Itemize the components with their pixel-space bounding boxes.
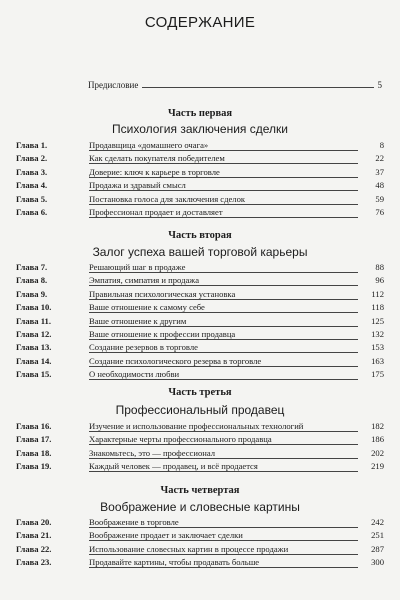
chapter-row: [16, 167, 384, 180]
chapter-page: 76: [375, 206, 384, 217]
chapter-row: [16, 517, 384, 530]
chapter-title: Использование словесных картин в процессе продажи: [89, 544, 358, 555]
part-4-chapters: [16, 517, 384, 571]
chapter-number: Глава 22.: [16, 543, 52, 554]
chapter-page: 8: [379, 140, 384, 150]
chapter-title: О необходимости любви: [89, 369, 358, 380]
chapter-page: 287: [371, 543, 384, 554]
chapter-title: Воображение продает и заключает сделки: [89, 530, 358, 541]
chapter-title: Ваше отношение к самому себе: [89, 302, 358, 313]
chapter-number: Глава 13.: [16, 342, 52, 353]
preface-page: 5: [377, 80, 382, 90]
chapter-number: Глава 9.: [16, 288, 48, 299]
chapter-page: 132: [371, 328, 384, 339]
chapter-number: Глава 2.: [16, 153, 48, 164]
chapter-row: [16, 140, 384, 153]
chapter-page: 186: [371, 434, 384, 445]
chapter-page: 125: [371, 315, 384, 326]
chapter-title: Профессионал продает и доставляет: [89, 207, 358, 218]
chapter-number: Глава 5.: [16, 193, 48, 204]
chapter-page: 112: [371, 288, 384, 299]
chapter-title: Создание психологического резерва в торговле: [89, 356, 358, 367]
part-1-name: Психология заключения сделки: [112, 122, 288, 136]
chapter-row: [16, 180, 384, 193]
chapter-row: [16, 544, 384, 557]
chapter-number: Глава 21.: [16, 530, 52, 541]
chapter-page: 153: [371, 342, 384, 353]
chapter-number: Глава 14.: [16, 355, 52, 366]
chapter-page: 118: [371, 302, 384, 313]
chapter-number: Глава 12.: [16, 328, 52, 339]
chapter-row: [16, 194, 384, 207]
part-4-label: Часть четвертая: [160, 485, 240, 496]
chapter-number: Глава 23.: [16, 557, 52, 568]
chapter-row: [16, 369, 384, 382]
chapter-row: [16, 448, 384, 461]
part-2-name: Залог успеха вашей торговой карьеры: [92, 245, 308, 259]
chapter-number: Глава 16.: [16, 421, 52, 431]
chapter-number: Глава 20.: [16, 517, 52, 527]
chapter-row: [16, 207, 384, 220]
chapter-title: Продажа и здравый смысл: [89, 180, 358, 191]
chapter-page: 163: [371, 355, 384, 366]
chapter-row: [16, 421, 384, 434]
chapter-number: Глава 6.: [16, 206, 48, 217]
chapter-title: Как сделать покупателя победителем: [89, 153, 358, 164]
preface-row: [88, 80, 382, 90]
part-1-chapters: [16, 140, 384, 220]
chapter-title: Решающий шаг в продаже: [89, 262, 358, 273]
chapter-number: Глава 8.: [16, 275, 48, 286]
chapter-page: 88: [375, 262, 384, 272]
chapter-page: 37: [375, 166, 384, 177]
part-2-chapters: [16, 262, 384, 383]
chapter-number: Глава 4.: [16, 180, 48, 191]
chapter-page: 219: [371, 461, 384, 472]
chapter-row: [16, 434, 384, 447]
chapter-page: 175: [371, 369, 384, 380]
chapter-page: 242: [371, 517, 384, 527]
chapter-page: 182: [371, 421, 384, 431]
chapter-title: Доверие: ключ к карьере в торговле: [89, 167, 358, 178]
chapter-title: Продавщица «домашнего очага»: [89, 140, 358, 151]
chapter-row: [16, 530, 384, 543]
chapter-row: [16, 262, 384, 275]
chapter-page: 300: [371, 557, 384, 568]
chapter-number: Глава 18.: [16, 447, 52, 458]
chapter-number: Глава 11.: [16, 315, 51, 326]
chapter-number: Глава 15.: [16, 369, 52, 380]
chapter-title: Характерные черты профессионального продавца: [89, 434, 358, 445]
chapter-number: Глава 1.: [16, 140, 48, 150]
chapter-number: Глава 19.: [16, 461, 52, 472]
chapter-row: [16, 302, 384, 315]
chapter-row: [16, 342, 384, 355]
part-1-label: Часть первая: [167, 108, 233, 119]
chapter-row: [16, 461, 384, 474]
chapter-title: Ваше отношение к другим: [89, 316, 358, 327]
chapter-page: 202: [371, 447, 384, 458]
chapter-number: Глава 7.: [16, 262, 48, 272]
chapter-row: [16, 316, 384, 329]
toc-title: СОДЕРЖАНИЕ: [144, 14, 256, 31]
chapter-title: Создание резервов в торговле: [89, 342, 358, 353]
chapter-row: [16, 153, 384, 166]
chapter-page: 48: [375, 180, 384, 191]
chapter-title: Знакомьтесь, это — профессионал: [89, 448, 358, 459]
part-3-chapters: [16, 421, 384, 475]
chapter-page: 22: [375, 153, 384, 164]
chapter-row: [16, 356, 384, 369]
chapter-title: Правильная психологическая установка: [89, 289, 358, 300]
chapter-title: Продавайте картины, чтобы продавать больше: [89, 557, 358, 568]
leader-line: [142, 80, 373, 88]
chapter-number: Глава 17.: [16, 434, 52, 445]
chapter-number: Глава 3.: [16, 166, 48, 177]
chapter-title: Постановка голоса для заключения сделок: [89, 194, 358, 205]
chapter-title: Ваше отношение к профессии продавца: [89, 329, 358, 340]
chapter-title: Изучение и использование профессиональных технологий: [89, 421, 358, 432]
chapter-row: [16, 275, 384, 288]
chapter-row: [16, 329, 384, 342]
chapter-page: 251: [371, 530, 384, 541]
part-3-label: Часть третья: [168, 387, 232, 398]
chapter-title: Воображение в торговле: [89, 517, 358, 528]
preface-title: Предисловие: [88, 80, 139, 90]
chapter-row: [16, 289, 384, 302]
chapter-title: Эмпатия, симпатия и продажа: [89, 275, 358, 286]
chapter-row: [16, 557, 384, 570]
chapter-title: Каждый человек — продавец, и всё продается: [89, 461, 358, 472]
part-4-name: Воображение и словесные картины: [100, 500, 300, 514]
part-2-label: Часть вторая: [168, 230, 232, 241]
chapter-number: Глава 10.: [16, 302, 52, 313]
chapter-page: 96: [375, 275, 384, 286]
chapter-page: 59: [375, 193, 384, 204]
part-3-name: Профессиональный продавец: [115, 403, 285, 417]
